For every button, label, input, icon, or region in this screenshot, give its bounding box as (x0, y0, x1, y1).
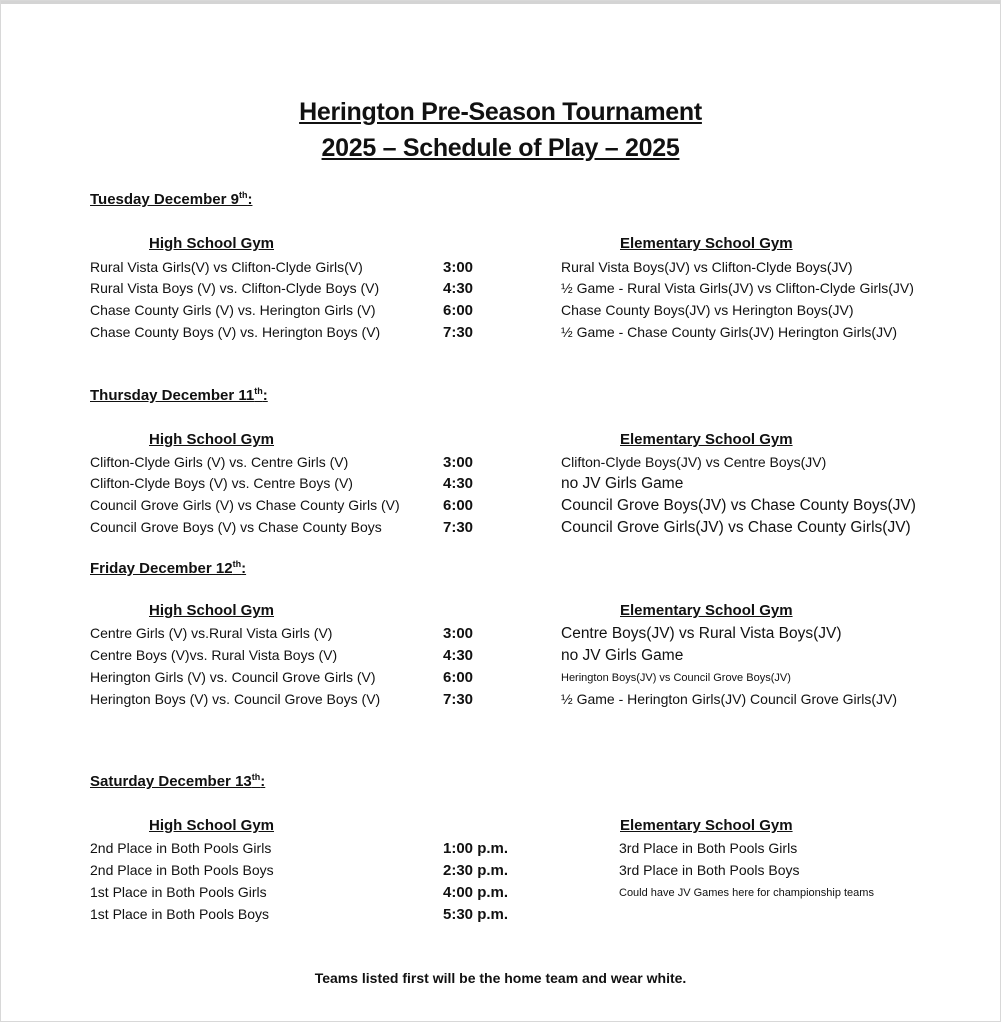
hs-game: 2nd Place in Both Pools Boys (90, 862, 274, 878)
game-row-saturday-1 (1, 840, 1000, 862)
hs-game: Council Grove Girls (V) vs Chase County Girls (V) (90, 497, 400, 513)
game-row-friday-4 (1, 691, 1000, 713)
es-game: ½ Game - Chase County Girls(JV) Herington Girls(JV) (561, 324, 898, 340)
hs-game: 2nd Place in Both Pools Girls (90, 840, 272, 856)
game-time: 4:30 (443, 280, 474, 297)
es-gym-heading-tuesday: Elementary School Gym (620, 235, 793, 252)
game-time: 7:30 (443, 519, 474, 536)
es-game: Council Grove Boys(JV) vs Chase County Boys(JV) (561, 497, 916, 514)
hs-game: 1st Place in Both Pools Boys (90, 906, 269, 922)
hs-game: 1st Place in Both Pools Girls (90, 884, 267, 900)
game-time: 4:30 (443, 475, 474, 492)
game-time: 6:00 (443, 497, 474, 514)
game-time: 4:00 p.m. (443, 884, 509, 901)
hs-game: Centre Boys (V)vs. Rural Vista Boys (V) (90, 647, 338, 663)
game-row-thursday-3 (1, 497, 1000, 519)
game-row-friday-2 (1, 647, 1000, 669)
day-heading-friday: Friday December 12th: (90, 559, 247, 577)
hs-game: Chase County Boys (V) vs. Herington Boys (V) (90, 324, 381, 340)
page-top-border (1, 1, 1000, 4)
es-gym-heading-thursday: Elementary School Gym (620, 431, 793, 448)
hs-game: Herington Boys (V) vs. Council Grove Boys (V) (90, 691, 381, 707)
game-row-tuesday-1 (1, 259, 1000, 281)
home-team-note: Teams listed first will be the home team and wear white. (314, 970, 687, 986)
es-game: Chase County Boys(JV) vs Herington Boys(JV) (561, 302, 854, 318)
es-game: ½ Game - Herington Girls(JV) Council Grove Girls(JV) (561, 691, 898, 707)
es-game-note: Could have JV Games here for championship teams (619, 887, 874, 899)
hs-gym-heading-friday: High School Gym (149, 602, 275, 619)
game-row-tuesday-3 (1, 302, 1000, 324)
game-time: 6:00 (443, 669, 474, 686)
game-row-thursday-2 (1, 475, 1000, 497)
hs-game: Chase County Girls (V) vs. Herington Girls (V) (90, 302, 376, 318)
day-heading-saturday: Saturday December 13th: (90, 772, 266, 790)
es-gym-heading-saturday: Elementary School Gym (620, 817, 793, 834)
hs-game: Rural Vista Girls(V) vs Clifton-Clyde Girls(V) (90, 259, 363, 275)
es-game: 3rd Place in Both Pools Girls (619, 840, 798, 856)
schedule-subtitle: 2025 – Schedule of Play – 2025 (321, 134, 680, 162)
game-row-tuesday-4 (1, 324, 1000, 346)
game-row-saturday-3 (1, 884, 1000, 906)
game-row-friday-1 (1, 625, 1000, 647)
game-time: 7:30 (443, 324, 474, 341)
game-time: 7:30 (443, 691, 474, 708)
game-row-thursday-4 (1, 519, 1000, 541)
hs-game: Council Grove Boys (V) vs Chase County Boys (90, 519, 382, 535)
es-game: 3rd Place in Both Pools Boys (619, 862, 800, 878)
hs-game: Centre Girls (V) vs.Rural Vista Girls (V) (90, 625, 333, 641)
es-game: ½ Game - Rural Vista Girls(JV) vs Clifton-Clyde Girls(JV) (561, 280, 914, 296)
game-row-friday-3 (1, 669, 1000, 691)
game-row-saturday-2 (1, 862, 1000, 884)
game-row-tuesday-2 (1, 280, 1000, 302)
hs-gym-heading-thursday: High School Gym (149, 431, 275, 448)
es-game: Herington Boys(JV) vs Council Grove Boys(JV) (561, 672, 791, 684)
tournament-title: Herington Pre-Season Tournament (299, 98, 702, 126)
game-time: 6:00 (443, 302, 474, 319)
es-gym-heading-friday: Elementary School Gym (620, 602, 793, 619)
hs-game: Rural Vista Boys (V) vs. Clifton-Clyde Boys (V) (90, 280, 380, 296)
game-time: 2:30 p.m. (443, 862, 509, 879)
game-time: 3:00 (443, 625, 474, 642)
hs-game: Herington Girls (V) vs. Council Grove Girls (V) (90, 669, 376, 685)
game-time: 1:00 p.m. (443, 840, 509, 857)
hs-game: Clifton-Clyde Girls (V) vs. Centre Girls (V) (90, 454, 349, 470)
es-game: Rural Vista Boys(JV) vs Clifton-Clyde Boys(JV) (561, 259, 853, 275)
es-game: no JV Girls Game (561, 647, 684, 664)
game-time: 3:00 (443, 454, 474, 471)
es-game: Centre Boys(JV) vs Rural Vista Boys(JV) (561, 625, 842, 642)
hs-game: Clifton-Clyde Boys (V) vs. Centre Boys (V) (90, 475, 353, 491)
game-time: 5:30 p.m. (443, 906, 509, 923)
game-row-saturday-4 (1, 906, 1000, 928)
day-heading-thursday: Thursday December 11th: (90, 386, 268, 404)
game-time: 3:00 (443, 259, 474, 276)
es-game: Clifton-Clyde Boys(JV) vs Centre Boys(JV) (561, 454, 827, 470)
day-heading-tuesday: Tuesday December 9th: (90, 190, 253, 208)
game-time: 4:30 (443, 647, 474, 664)
es-game: Council Grove Girls(JV) vs Chase County Girls(JV) (561, 519, 911, 536)
es-game: no JV Girls Game (561, 475, 684, 492)
game-row-thursday-1 (1, 454, 1000, 476)
hs-gym-heading-saturday: High School Gym (149, 817, 275, 834)
hs-gym-heading-tuesday: High School Gym (149, 235, 275, 252)
